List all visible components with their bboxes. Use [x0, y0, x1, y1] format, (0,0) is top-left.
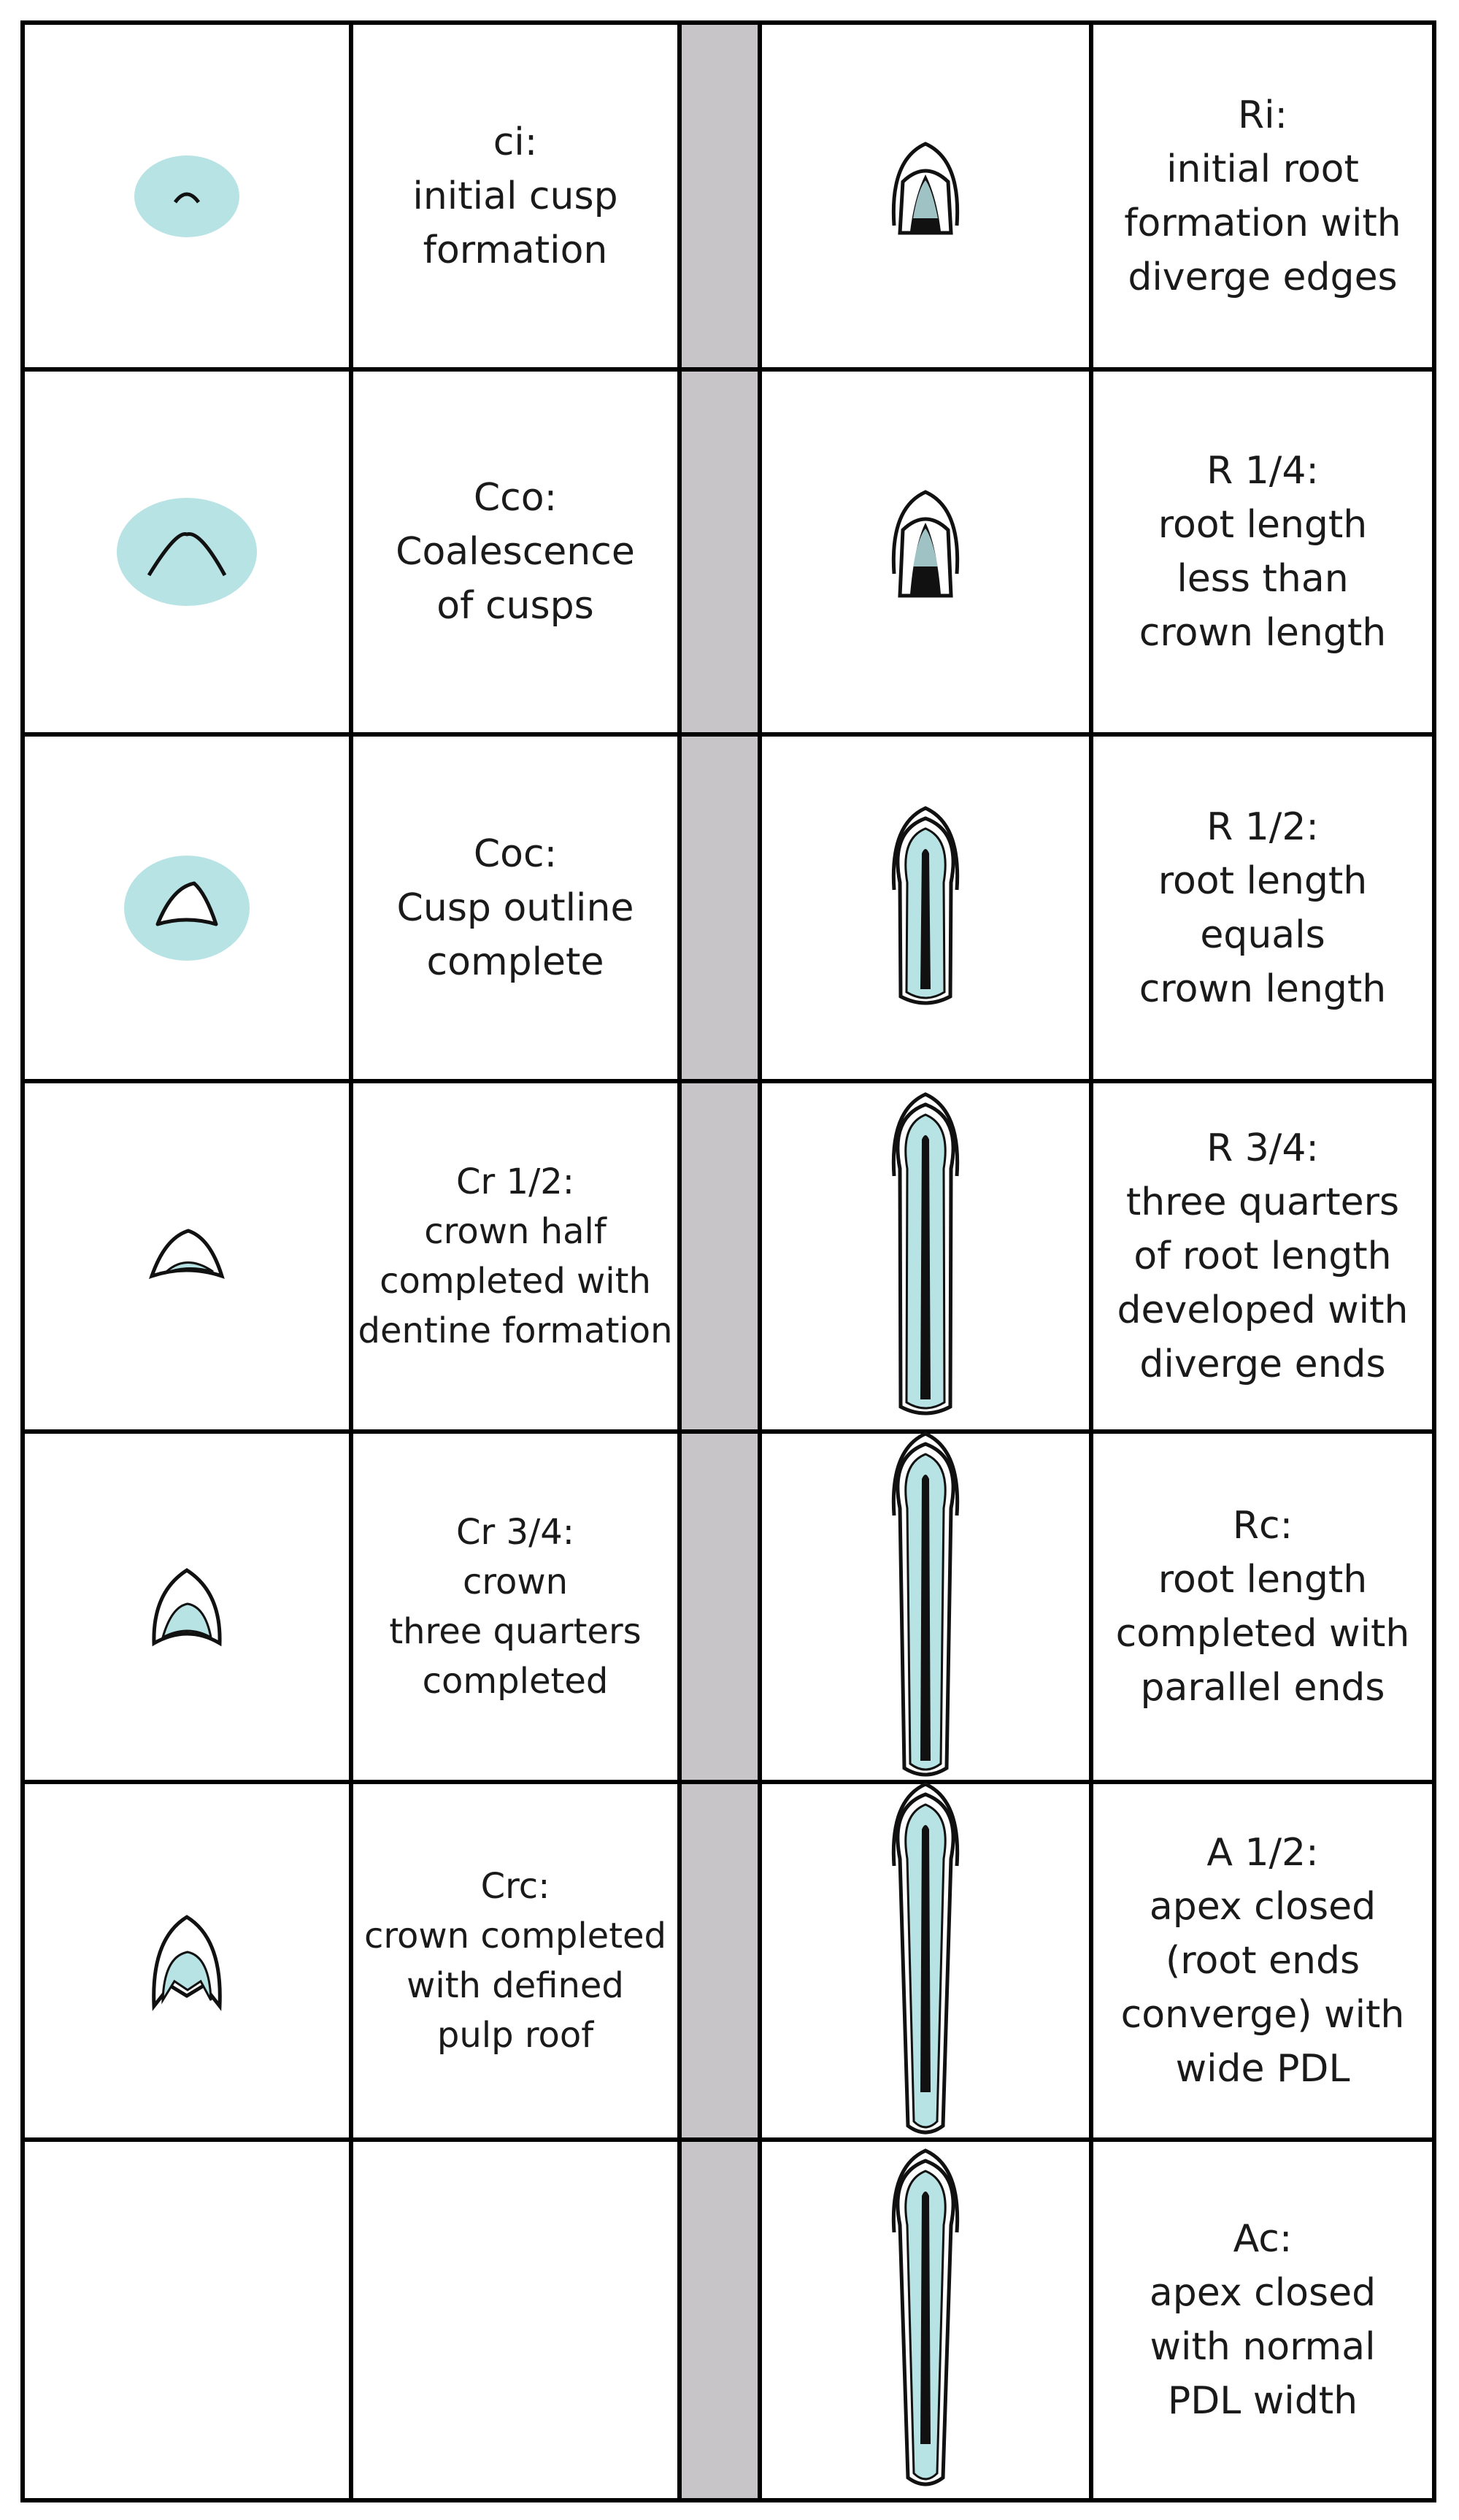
- stage-label: [353, 827, 677, 989]
- right-diagram-cell: [762, 737, 1093, 1079]
- column-separator: [682, 2142, 762, 2498]
- stage-description-line: of root length: [1133, 1234, 1392, 1278]
- right-text-cell: [1093, 372, 1432, 732]
- stage-description-line: parallel ends: [1140, 1666, 1385, 1710]
- stage-code: Cr 3/4:: [456, 1512, 574, 1553]
- stages-table: [20, 20, 1436, 2502]
- stage-description-line: formation: [423, 228, 608, 272]
- stage-description-line: diverge edges: [1128, 255, 1398, 299]
- apex-closed-icon: [885, 2145, 966, 2495]
- stage-description-line: (root ends: [1165, 1939, 1360, 1983]
- stage-label: [353, 1507, 677, 1706]
- stage-description-line: dentine formation: [358, 1310, 673, 1351]
- stage-label: [353, 1862, 677, 2060]
- root-complete-icon: [885, 1428, 966, 1786]
- stage-description-line: less than: [1177, 557, 1349, 601]
- right-diagram-cell: [762, 2142, 1093, 2498]
- stage-description-line: of cusps: [436, 584, 594, 628]
- stage-row: [25, 1784, 1432, 2142]
- stage-description-line: completed with: [1115, 1612, 1410, 1656]
- stage-description-line: with normal: [1150, 2325, 1376, 2369]
- right-text-cell: [1093, 25, 1432, 367]
- stage-code: Ac:: [1233, 2217, 1293, 2261]
- left-text-cell: [353, 25, 682, 367]
- left-diagram-cell: [25, 1434, 353, 1780]
- right-text-cell: [1093, 1434, 1432, 1780]
- stage-row: [25, 25, 1432, 372]
- stage-description-line: equals: [1200, 913, 1325, 957]
- right-text-cell: [1093, 2142, 1432, 2498]
- stage-description-line: root length: [1158, 503, 1368, 547]
- stage-label: [353, 1157, 677, 1356]
- stage-description-line: completed with: [380, 1261, 651, 1302]
- stage-code: Cr 1/2:: [456, 1161, 574, 1202]
- stage-description-line: crown length: [1139, 611, 1387, 655]
- root-quarter-icon: [885, 486, 966, 618]
- left-diagram-cell: [25, 2142, 353, 2498]
- right-diagram-cell: [762, 372, 1093, 732]
- stage-code: Crc:: [480, 1866, 550, 1907]
- coalescence-icon: [113, 494, 261, 610]
- stage-code: A 1/2:: [1206, 1831, 1319, 1875]
- stage-description-line: initial cusp: [412, 174, 618, 218]
- right-text-cell: [1093, 1083, 1432, 1429]
- stage-description-line: developed with: [1117, 1288, 1409, 1332]
- column-separator: [682, 1434, 762, 1780]
- stage-description-line: crown half: [424, 1211, 607, 1252]
- column-separator: [682, 25, 762, 367]
- stage-code: R 1/2:: [1206, 804, 1319, 849]
- stage-description-line: root length: [1158, 858, 1368, 903]
- right-diagram-cell: [762, 25, 1093, 367]
- stage-label: [1093, 1121, 1432, 1391]
- stage-description-line: Coalescence: [396, 530, 635, 574]
- right-text-cell: [1093, 737, 1432, 1079]
- stage-description-line: diverge ends: [1139, 1342, 1386, 1386]
- stage-description-line: apex closed: [1149, 2271, 1377, 2315]
- stage-description-line: crown completed: [363, 1916, 667, 1956]
- stage-description-line: PDL width: [1167, 2379, 1358, 2423]
- crown-three-quarters-icon: [147, 1563, 227, 1651]
- stage-row: [25, 372, 1432, 737]
- stage-description-line: crown: [462, 1561, 569, 1602]
- stage-label: [1093, 1826, 1432, 2096]
- stage-row: [25, 2142, 1432, 2498]
- stage-label: [353, 115, 677, 277]
- left-text-cell: [353, 2142, 682, 2498]
- crown-complete-icon: [147, 1910, 227, 2012]
- right-diagram-cell: [762, 1784, 1093, 2137]
- column-separator: [682, 737, 762, 1079]
- stage-description-line: Cusp outline: [396, 886, 634, 930]
- left-diagram-cell: [25, 25, 353, 367]
- stage-code: Cco:: [473, 476, 558, 520]
- column-separator: [682, 1784, 762, 2137]
- stage-code: Coc:: [473, 831, 558, 876]
- left-diagram-cell: [25, 1784, 353, 2137]
- root-half-icon: [885, 802, 966, 1014]
- right-diagram-cell: [762, 1083, 1093, 1429]
- stage-code: ci:: [493, 120, 538, 164]
- stage-code: Rc:: [1232, 1504, 1293, 1548]
- left-text-cell: [353, 1784, 682, 2137]
- stage-description-line: formation with: [1124, 201, 1401, 245]
- stage-label: [1093, 1499, 1432, 1715]
- stage-description-line: converge) with: [1120, 1993, 1405, 2037]
- left-text-cell: [353, 372, 682, 732]
- stage-description-line: three quarters: [389, 1611, 642, 1652]
- column-separator: [682, 372, 762, 732]
- left-text-cell: [353, 1434, 682, 1780]
- stage-description-line: three quarters: [1125, 1180, 1400, 1224]
- stage-label: [1093, 2212, 1432, 2428]
- stage-description-line: initial root: [1166, 147, 1359, 191]
- stage-description-line: with defined: [407, 1965, 624, 2006]
- stage-description-line: root length: [1158, 1558, 1368, 1602]
- column-separator: [682, 1083, 762, 1429]
- stage-description-line: wide PDL: [1175, 2047, 1350, 2091]
- stage-label: [1093, 88, 1432, 304]
- stage-description-line: complete: [426, 940, 604, 984]
- crown-half-icon: [143, 1223, 231, 1289]
- cusp-outline-icon: [120, 852, 253, 964]
- stage-label: [353, 471, 677, 633]
- left-text-cell: [353, 1083, 682, 1429]
- root-initial-icon: [885, 138, 966, 255]
- left-diagram-cell: [25, 737, 353, 1079]
- stage-row: [25, 1083, 1432, 1434]
- right-text-cell: [1093, 1784, 1432, 2137]
- stage-code: Ri:: [1237, 93, 1288, 137]
- left-diagram-cell: [25, 372, 353, 732]
- apex-half-closed-icon: [885, 1778, 966, 2143]
- right-diagram-cell: [762, 1434, 1093, 1780]
- stage-description-line: pulp roof: [436, 2015, 594, 2056]
- stage-code: R 1/4:: [1206, 449, 1319, 493]
- initial-cusp-icon: [131, 152, 243, 241]
- stage-row: [25, 1434, 1432, 1784]
- left-text-cell: [353, 737, 682, 1079]
- left-diagram-cell: [25, 1083, 353, 1429]
- stage-label: [1093, 800, 1432, 1016]
- stage-description-line: apex closed: [1149, 1885, 1377, 1929]
- stage-row: [25, 737, 1432, 1083]
- stage-code: R 3/4:: [1206, 1126, 1319, 1170]
- stage-label: [1093, 444, 1432, 660]
- stage-description-line: crown length: [1139, 967, 1387, 1011]
- stage-description-line: completed: [422, 1661, 609, 1702]
- root-three-quarters-icon: [885, 1088, 966, 1424]
